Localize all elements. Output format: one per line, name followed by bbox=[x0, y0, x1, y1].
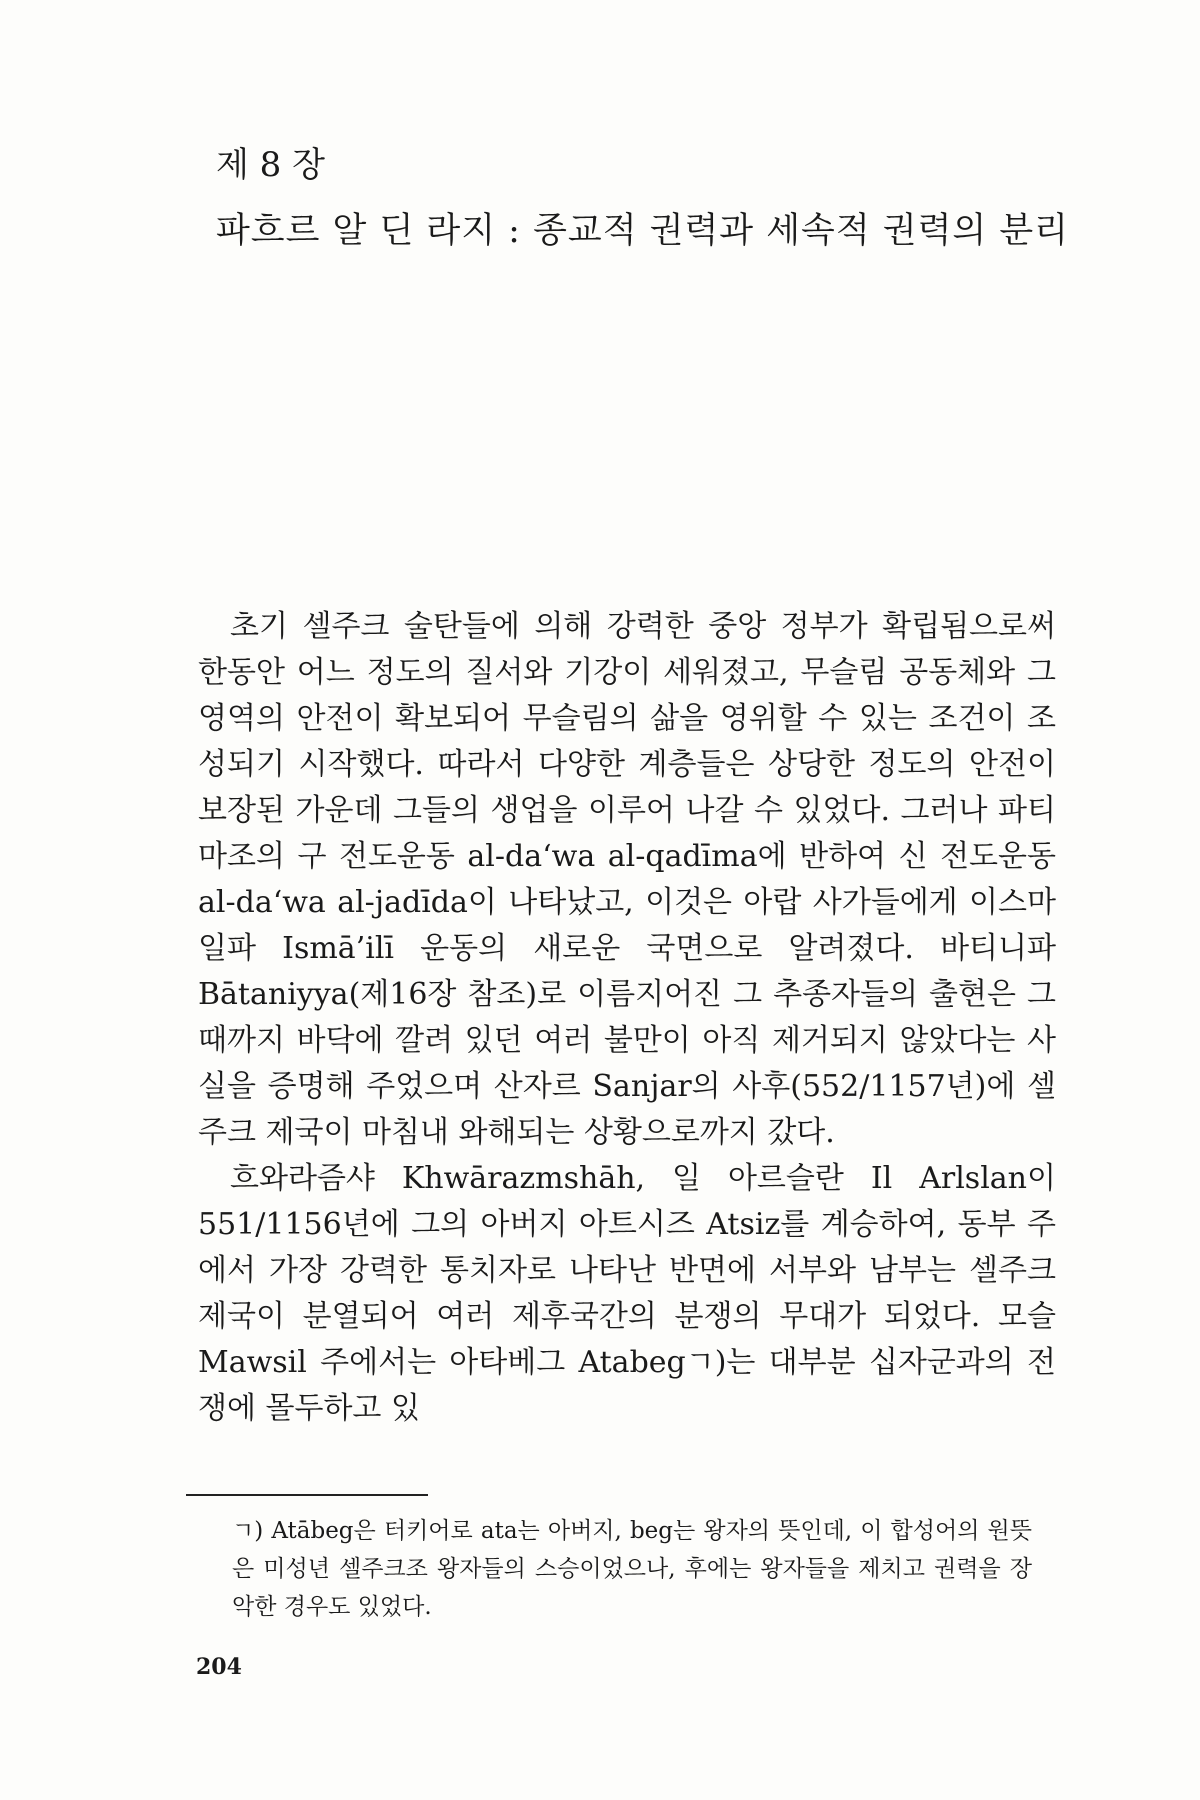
chapter-number: 제 8 장 bbox=[216, 145, 325, 185]
footnote-text: ㄱ) Atābeg은 터키어로 ata는 아버지, beg는 왕자의 뜻인데, 이 합성어의 원뜻은 미성년 셀주크조 왕자들의 스승이었으나, 후에는 왕자들을 제치고 권력을 장악한 경우도 있었다. bbox=[232, 1518, 1032, 1620]
footnote bbox=[232, 1512, 1032, 1626]
chapter-title: 파흐르 알 딘 라지 : 종교적 권력과 세속적 권력의 분리 bbox=[216, 211, 1069, 251]
footnote-divider bbox=[186, 1494, 428, 1496]
page-number: 204 bbox=[196, 1654, 242, 1680]
paragraph-2: 흐와라즘샤 Khwārazmshāh, 일 아르슬란 Il Arlslan이 551/1156년에 그의 아버지 아트시즈 Atsiz를 계승하여, 동부 주에서 가장 강력한 통치자로 나타난 반면에 서부와 남부는 셀주크제국이 분열되어 여러 제후국간의 분쟁의 무대가 되었다. 모슬 Mawsil 주에서는 아타베그 Atabegㄱ)는 대부분 십자군과의 전쟁에 몰두하고 있 bbox=[198, 1161, 1056, 1426]
paragraph-1: 초기 셀주크 술탄들에 의해 강력한 중앙 정부가 확립됨으로써 한동안 어느 정도의 질서와 기강이 세워졌고, 무슬림 공동체와 그 영역의 안전이 확보되어 무슬림의 삶을 영위할 수 있는 조건이 조성되기 시작했다. 따라서 다양한 계층들은 상당한 정도의 안전이 보장된 가운데 그들의 생업을 이루어 나갈 수 있었다. 그러나 파티마조의 구 전도운동 al-da‘wa al-qadīma에 반하여 신 전도운동 al-da‘wa al-jadīda이 나타났고, 이것은 아랍 사가들에게 이스마일파 Ismā’ilī 운동의 새로운 국면으로 알려졌다. 바티니파 Bātaniyya(제16장 참조)로 이름지어진 그 추종자들의 출현은 그때까지 바닥에 깔려 있던 여러 불만이 아직 제거되지 않았다는 사실을 증명해 주었으며 산자르 Sanjar의 사후(552/1157년)에 셀주크 제국이 마침내 와해되는 상황으로까지 갔다. bbox=[198, 609, 1056, 1150]
body-text bbox=[198, 604, 1056, 1432]
